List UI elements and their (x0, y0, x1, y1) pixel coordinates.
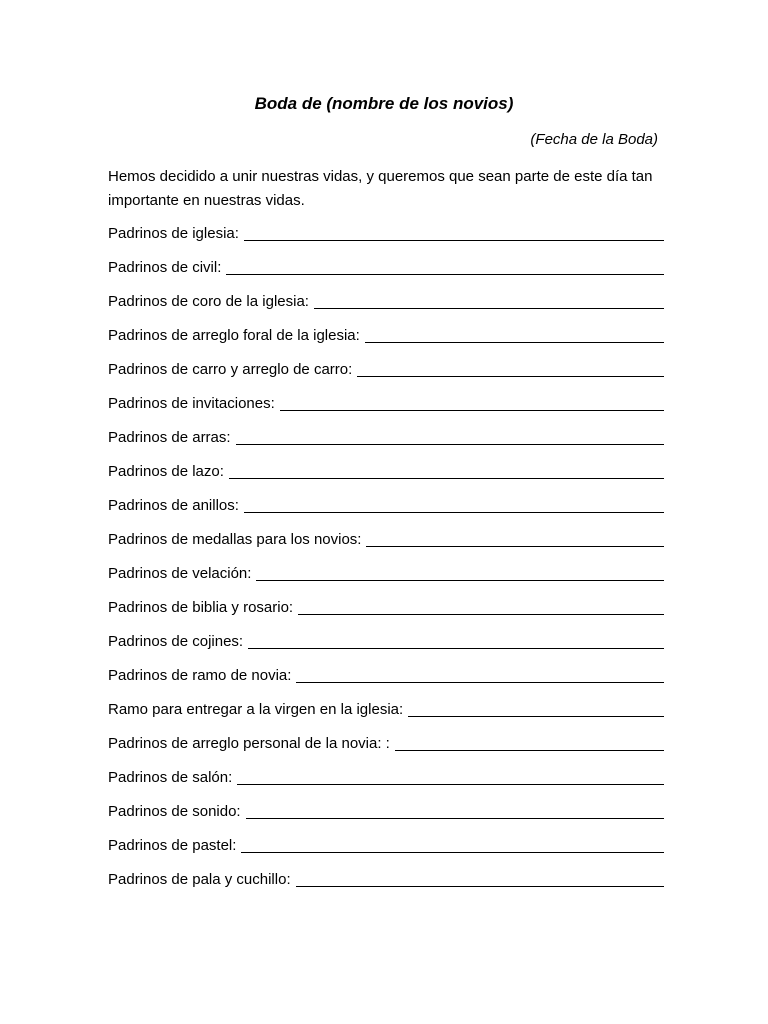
form-line (108, 462, 664, 482)
field-label: Padrinos de salón: (108, 769, 233, 786)
form-line (108, 394, 664, 414)
fill-in-blank (280, 410, 664, 411)
field-label: Padrinos de ramo de novia: (108, 667, 292, 684)
fill-in-blank (237, 784, 664, 785)
document-title: Boda de (nombre de los novios) (254, 94, 514, 113)
form-line (108, 870, 664, 890)
form-line (108, 666, 664, 686)
field-label: Padrinos de medallas para los novios: (108, 531, 362, 548)
form-line (108, 632, 664, 652)
field-label: Padrinos de carro y arreglo de carro: (108, 361, 353, 378)
fill-in-blank (408, 716, 664, 717)
form-line (108, 360, 664, 380)
fill-in-blank (246, 818, 664, 819)
field-label: Padrinos de iglesia: (108, 225, 239, 242)
fill-in-blank (236, 444, 664, 445)
field-label: Padrinos de pala y cuchillo: (108, 871, 291, 888)
form-line (108, 836, 664, 856)
fill-in-blank (395, 750, 664, 751)
field-label: Padrinos de invitaciones: (108, 395, 275, 412)
fill-in-blank (256, 580, 664, 581)
fill-in-blank (244, 240, 664, 241)
form-line (108, 768, 664, 788)
field-label: Padrinos de coro de la iglesia: (108, 293, 309, 310)
fill-in-blank (296, 682, 664, 683)
fill-in-blank (241, 852, 664, 853)
field-label: Padrinos de cojines: (108, 633, 244, 650)
fill-in-blank (357, 376, 664, 377)
form-line (108, 496, 664, 516)
field-label: Padrinos de arreglo personal de la novia: : (108, 735, 390, 752)
form-line (108, 224, 664, 244)
fill-in-blank (366, 546, 664, 547)
form-line (108, 292, 664, 312)
field-label: Padrinos de velación: (108, 565, 252, 582)
form-line (108, 326, 664, 346)
form-line (108, 734, 664, 754)
field-label: Padrinos de lazo: (108, 463, 224, 480)
intro-paragraph: Hemos decidido a unir nuestras vidas, y queremos que sean parte de este día tan importante en nuestras vidas. (108, 168, 653, 209)
fill-in-blank (365, 342, 664, 343)
field-label: Padrinos de biblia y rosario: (108, 599, 294, 616)
field-label: Padrinos de pastel: (108, 837, 237, 854)
fill-in-blank (244, 512, 664, 513)
fill-in-blank (248, 648, 664, 649)
field-label: Padrinos de civil: (108, 259, 222, 276)
fill-in-blank (226, 274, 664, 275)
form-line (108, 428, 664, 448)
form-line (108, 802, 664, 822)
form-line (108, 530, 664, 550)
field-label: Padrinos de sonido: (108, 803, 241, 820)
field-label: Padrinos de arras: (108, 429, 231, 446)
fill-in-blank (314, 308, 664, 309)
fill-in-blank (298, 614, 664, 615)
wedding-date: (Fecha de la Boda) (530, 131, 658, 148)
fill-in-blank (296, 886, 664, 887)
form-line (108, 258, 664, 278)
field-label: Padrinos de arreglo foral de la iglesia: (108, 327, 360, 344)
field-label: Padrinos de anillos: (108, 497, 239, 514)
fill-in-blank (229, 478, 664, 479)
form-line (108, 564, 664, 584)
field-label: Ramo para entregar a la virgen en la iglesia: (108, 701, 404, 718)
form-line (108, 700, 664, 720)
form-line (108, 598, 664, 618)
